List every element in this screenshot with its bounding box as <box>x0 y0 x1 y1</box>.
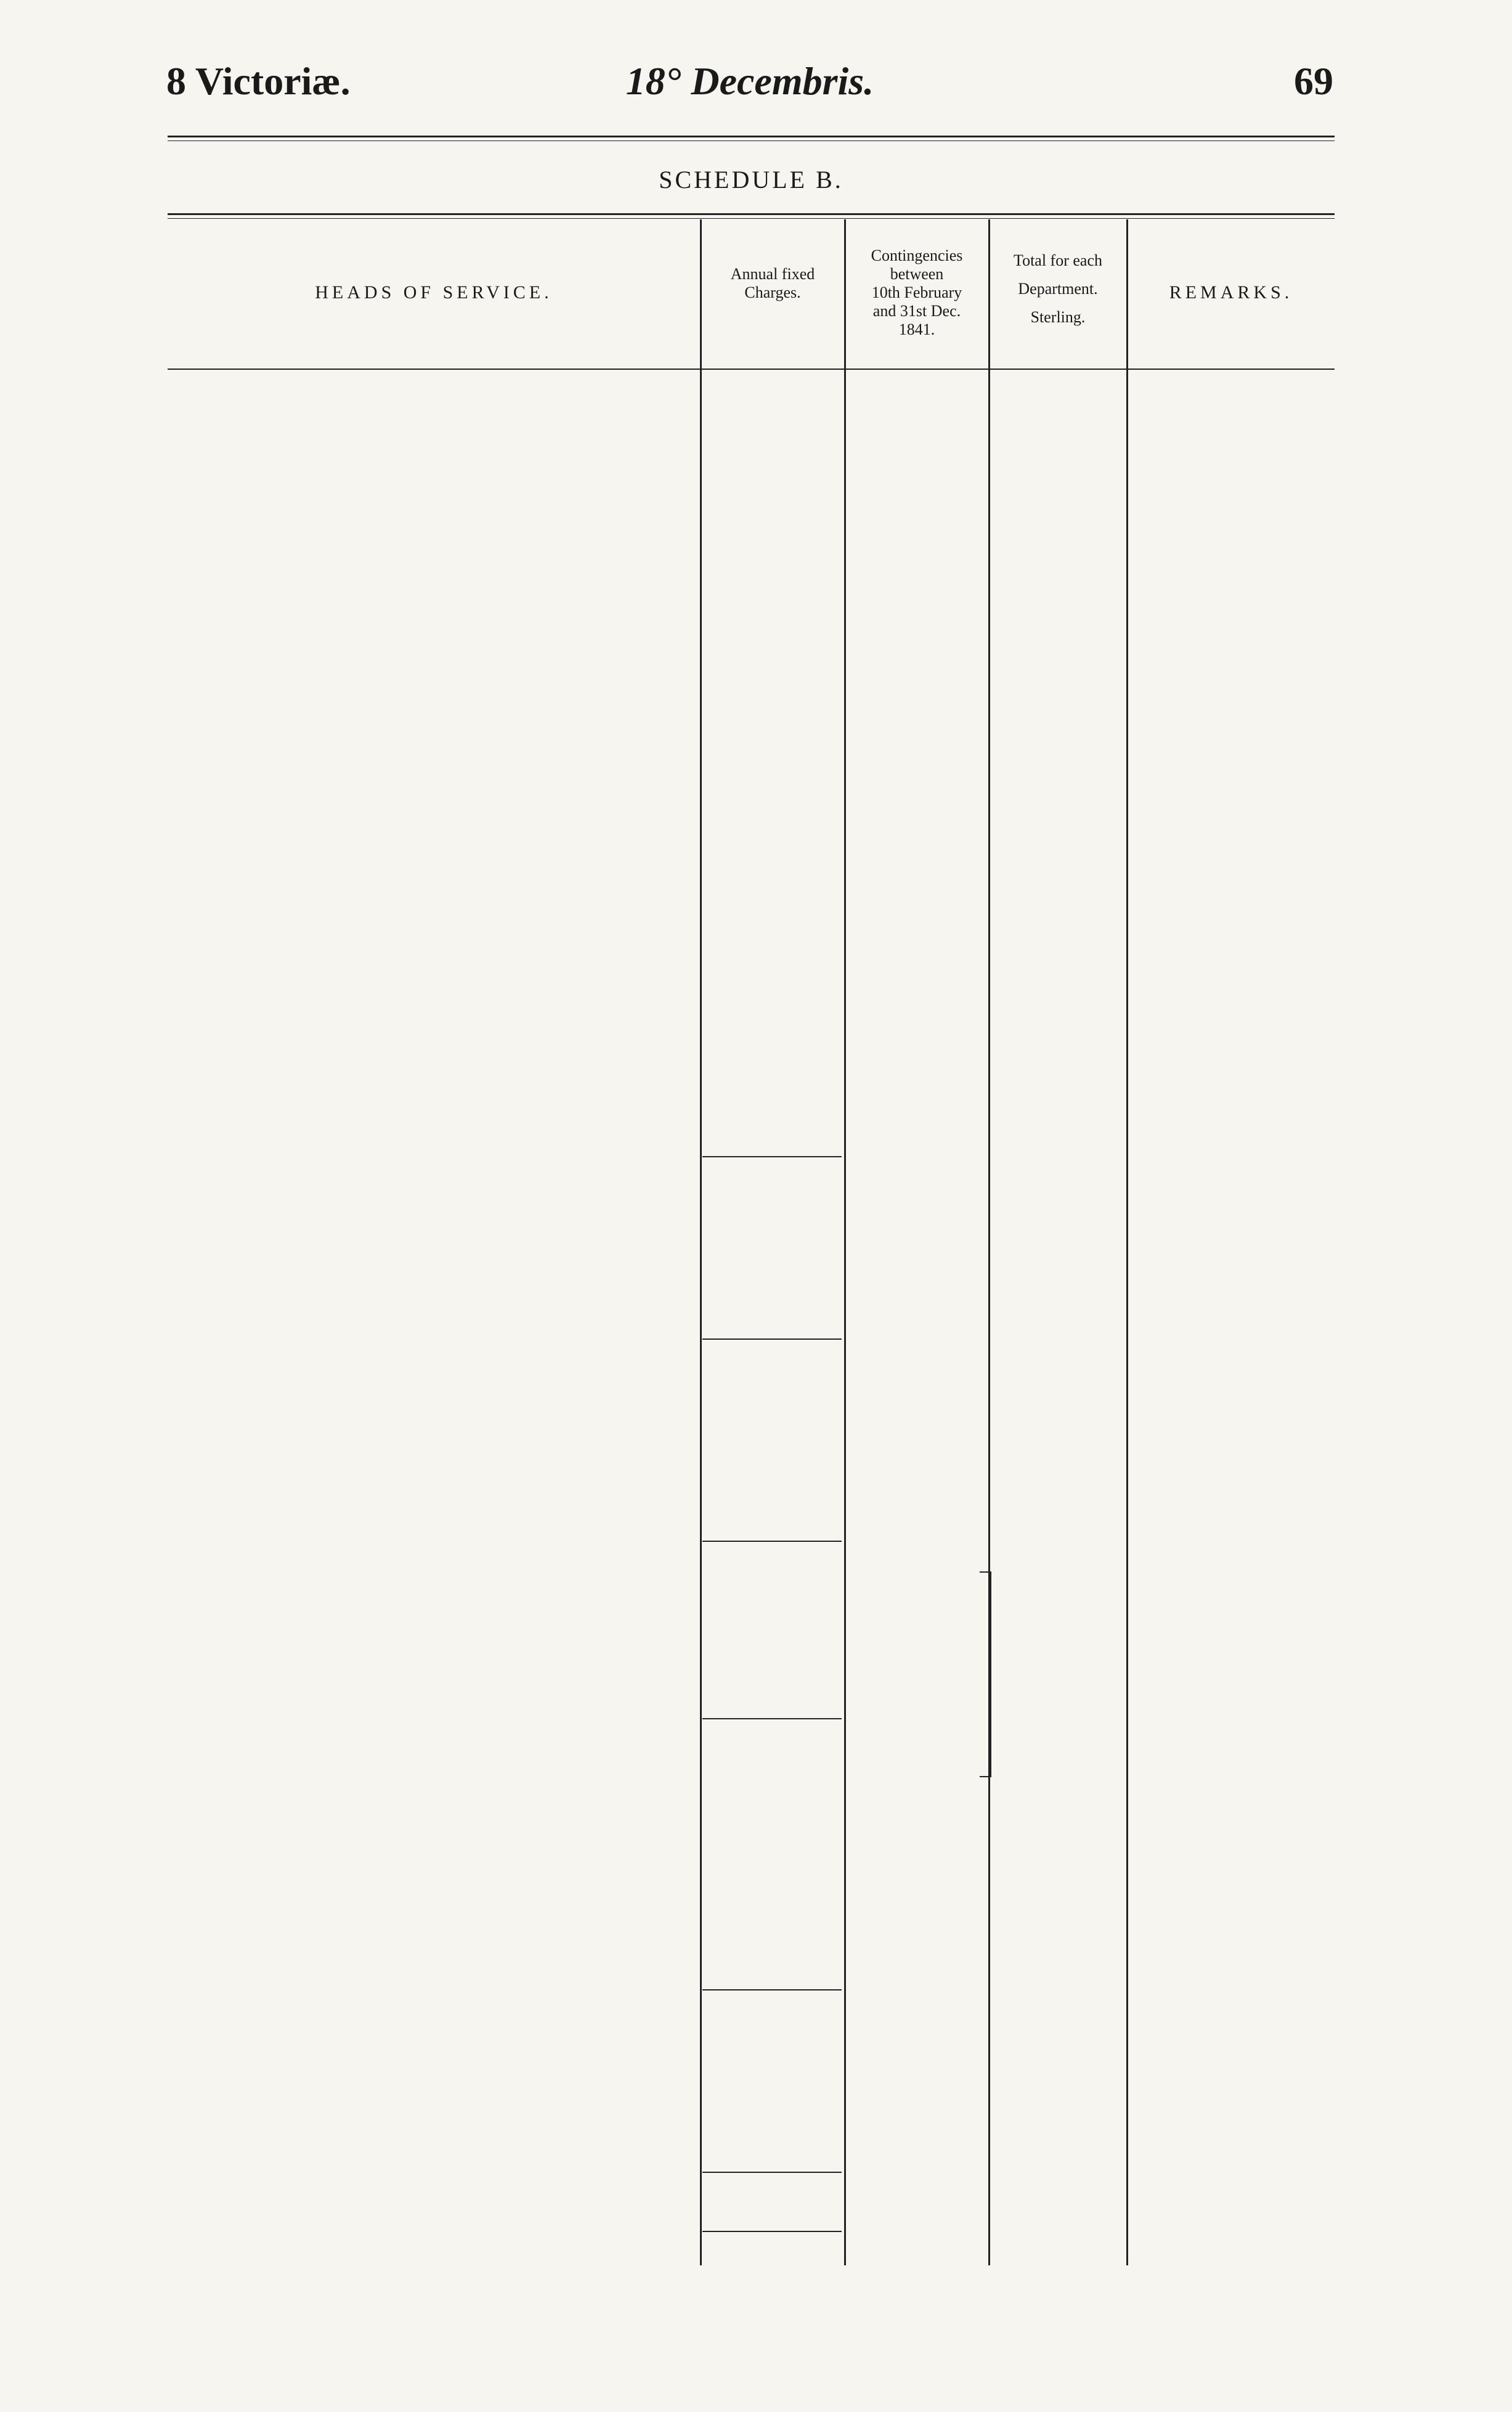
total-rule <box>702 1989 842 1990</box>
total-rule <box>702 1718 842 1719</box>
date-heading: 18° Decembris. <box>625 59 874 103</box>
regnal-year: 8 Victoriæ. <box>166 59 351 103</box>
total-rule <box>702 1156 842 1157</box>
total-rule <box>702 1338 842 1340</box>
total-rule <box>702 1541 842 1542</box>
total-rule <box>702 2231 842 2232</box>
page-number: 69 <box>1294 59 1333 103</box>
col-total: Total for each Department. Sterling. <box>1014 251 1102 326</box>
col-contingencies: Contingencies between 10th February and 31st Dec. 1841. <box>871 246 963 338</box>
col-remarks: REMARKS. <box>1169 282 1293 303</box>
col-annual: Annual fixed Charges. <box>730 265 815 301</box>
schedule-title: SCHEDULE B. <box>659 166 843 194</box>
total-rule <box>702 2172 842 2173</box>
col-heads-of-service: HEADS OF SERVICE. <box>315 282 553 303</box>
